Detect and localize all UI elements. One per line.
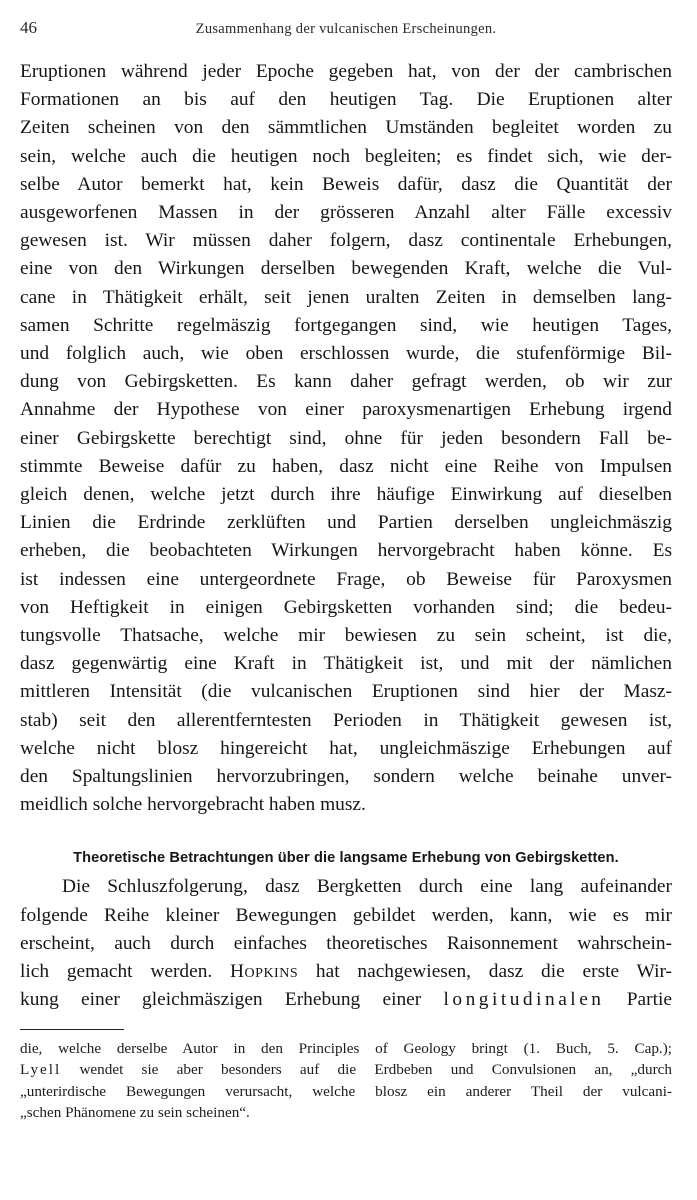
- footnote-line: die, welche derselbe Autor in den Principles of Geology bringt (1. Buch, 5. Cap.);: [20, 1039, 672, 1057]
- text-line: samen Schritte regelmäszig fortgegangen sind, wie heutigen Tages,: [20, 314, 672, 336]
- running-head: [20, 18, 672, 42]
- text-line: Eruptionen während jeder Epoche gegeben hat, von der der cambrischen: [20, 61, 672, 82]
- text-line: meidlich solche hervorgebracht haben musz.: [20, 794, 366, 816]
- text-line: welche nicht blosz hingereicht hat, ungleichmäszige Erhebungen auf: [20, 737, 672, 759]
- text-line: stimmte Beweise dafür zu haben, dasz nicht eine Reihe von Impulsen: [20, 455, 672, 477]
- text-line: Annahme der Hypothese von einer paroxysmenartigen Erhebung irgend: [20, 399, 672, 421]
- footnote: [20, 1038, 672, 1124]
- text-segment: kung einer gleichmäszigen Erhebung einer: [20, 989, 422, 1011]
- text-line: ausgeworfenen Massen in der grösseren Anzahl alter Fälle excessiv: [20, 202, 672, 224]
- footnote-line: „unterirdische Bewegungen verursacht, welche blosz ein anderer Theil der vulcani-: [20, 1082, 672, 1100]
- text-segment: lich gemacht werden.: [20, 961, 213, 983]
- text-line: stab) seit den allerentferntesten Perioden in Thätigkeit gewesen ist,: [20, 709, 672, 731]
- paragraph-continuation: [20, 58, 672, 819]
- page-number: 46: [20, 18, 37, 37]
- author-name-lyell: Lyell: [20, 1061, 62, 1078]
- text-line: Linien die Erdrinde zerklüften und Partien derselben ungleichmäszig: [20, 512, 672, 534]
- text-line: [20, 986, 672, 1014]
- footnote-line: „schen Phänomene zu sein scheinen“.: [20, 1104, 250, 1121]
- text-line: erscheint, auch durch einfaches theoretisches Raisonnement wahrschein-: [20, 932, 672, 954]
- text-segment: wendet sie aber besonders auf die Erdbeben und Convulsionen an, „durch: [79, 1061, 672, 1078]
- text-line: Die Schluszfolgerung, dasz Bergketten durch eine lang aufeinander: [62, 876, 672, 898]
- footnote-line: [20, 1059, 672, 1081]
- text-line: von Heftigkeit in einigen Gebirgsketten vorhanden sind; die bedeu-: [20, 596, 672, 618]
- section-heading: Theoretische Betrachtungen über die langsame Erhebung von Gebirgsketten.: [73, 850, 619, 867]
- text-line: cane in Thätigkeit erhält, seit jenen uralten Zeiten in demselben lang-: [20, 286, 672, 308]
- text-line: einer Gebirgskette berechtigt sind, ohne für jeden besondern Fall be-: [20, 427, 672, 449]
- section-paragraph: [20, 873, 672, 1014]
- text-line: und folglich auch, wie oben erschlossen wurde, die stufenförmige Bil-: [20, 343, 672, 365]
- text-line: sein, welche auch die heutigen noch begleiten; es findet sich, wie der-: [20, 145, 672, 167]
- text-line: dung von Gebirgsketten. Es kann daher gefragt werden, ob wir zur: [20, 371, 672, 393]
- text-line: gewesen ist. Wir müssen daher folgern, dasz continentale Erhebungen,: [20, 230, 672, 252]
- text-line: erheben, die beobachteten Wirkungen hervorgebracht haben könne. Es: [20, 540, 672, 562]
- text-line: den Spaltungslinien hervorzubringen, sondern welche beinahe unver-: [20, 766, 672, 788]
- text-line: gleich denen, welche jetzt durch ihre häufige Einwirkung auf dieselben: [20, 484, 672, 506]
- text-line: folgende Reihe kleiner Bewegungen gebildet werden, kann, wie es mir: [20, 904, 672, 926]
- text-segment: hat nachgewiesen, dasz die erste Wir-: [315, 961, 672, 983]
- text-line: tungsvolle Thatsache, welche mir bewiesen zu sein scheint, ist die,: [20, 625, 672, 647]
- text-line: Zeiten scheinen von den sämmtlichen Umständen begleitet worden zu: [20, 117, 672, 139]
- text-line: dasz gegenwärtig eine Kraft in Thätigkeit ist, und mit der nämlichen: [20, 653, 672, 675]
- emphasized-word: longitudinalen: [443, 989, 605, 1011]
- book-page: [20, 18, 672, 1124]
- text-line: selbe Autor bemerkt hat, kein Beweis dafür, dasz die Quantität der: [20, 173, 672, 195]
- text-line: mittleren Intensität (die vulcanischen Eruptionen sind hier der Masz-: [20, 681, 672, 703]
- author-name-hopkins: Hopkins: [230, 961, 299, 983]
- text-line: [20, 958, 672, 986]
- footnote-divider: [20, 1029, 124, 1030]
- text-line: Formationen an bis auf den heutigen Tag. Die Eruptionen alter: [20, 89, 672, 111]
- text-line: eine von den Wirkungen derselben bewegenden Kraft, welche die Vul-: [20, 258, 672, 280]
- text-line: ist indessen eine untergeordnete Frage, ob Beweise für Paroxysmen: [20, 568, 672, 590]
- running-title: Zusammenhang der vulcanischen Erscheinungen.: [195, 21, 497, 37]
- text-segment: Partie: [626, 989, 672, 1011]
